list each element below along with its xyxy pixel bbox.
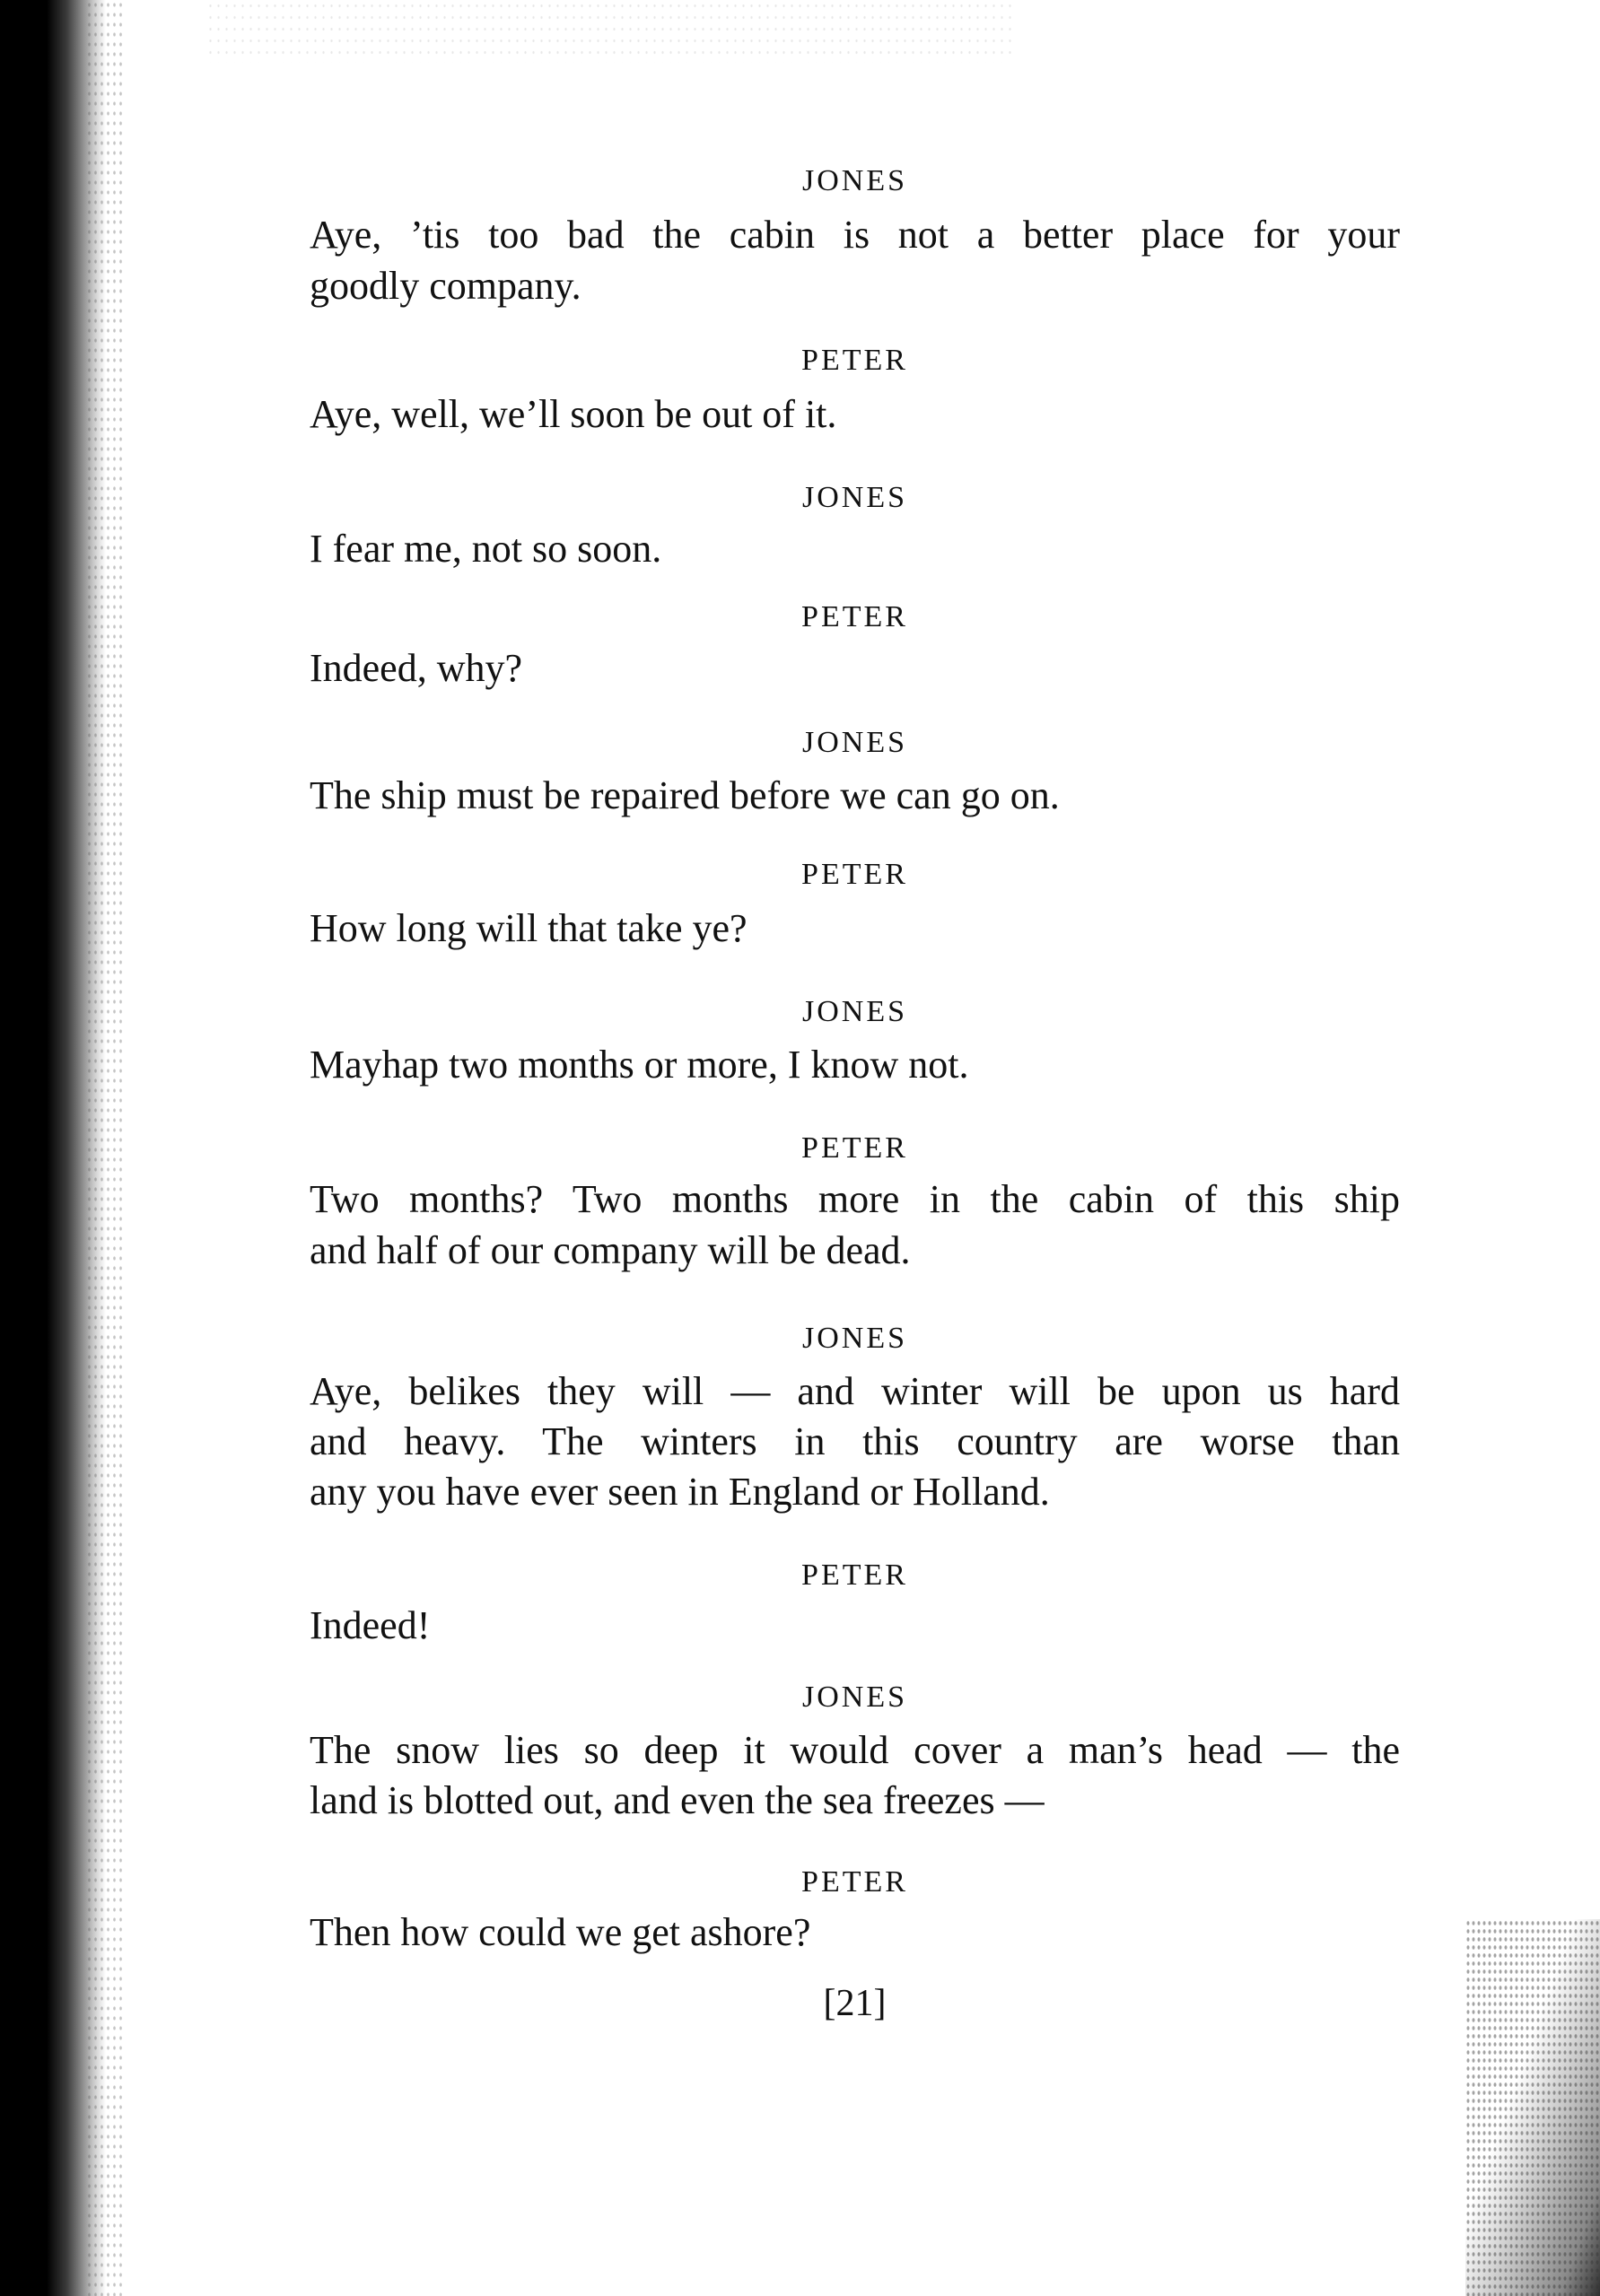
speaker-name: JONES — [801, 726, 908, 759]
scan-noise-top — [206, 0, 1014, 63]
dialogue-line: Aye, well, we’ll soon be out of it. — [310, 392, 837, 436]
dialogue-line: goodly company. — [310, 264, 581, 308]
speaker-name: PETER — [801, 1558, 908, 1592]
speaker-name: PETER — [801, 1865, 908, 1899]
dialogue-line: and half of our company will be dead. — [310, 1228, 911, 1272]
speaker-name: PETER — [801, 858, 908, 891]
dialogue-line: How long will that take ye? — [310, 906, 748, 950]
speaker-name: JONES — [801, 995, 908, 1028]
page-number: [21] — [823, 1983, 887, 2024]
dialogue-line: Then how could we get ashore? — [310, 1910, 811, 1954]
dialogue-line: Indeed! — [310, 1603, 431, 1647]
scan-speckle-corner — [1465, 1919, 1600, 2296]
dialogue-line: The ship must be repaired before we can go on. — [310, 773, 1060, 817]
speaker-name: PETER — [801, 600, 908, 633]
dialogue-line: The snow lies so deep it would cover a man’s head — the — [310, 1728, 1400, 1772]
speaker-name: PETER — [801, 344, 908, 377]
dialogue-line: land is blotted out, and even the sea freezes — — [310, 1778, 1045, 1822]
dialogue-line: Aye, belikes they will — and winter will be upon us hard — [310, 1369, 1400, 1413]
dialogue-line: I fear me, not so soon. — [310, 527, 662, 571]
speaker-name: JONES — [801, 164, 908, 197]
dialogue-line: Indeed, why? — [310, 646, 523, 690]
speaker-name: JONES — [801, 481, 908, 514]
dialogue-line: Mayhap two months or more, I know not. — [310, 1043, 969, 1087]
speaker-name: PETER — [801, 1131, 908, 1165]
speaker-name: JONES — [801, 1681, 908, 1714]
binding-speckle — [86, 0, 122, 2296]
dialogue-line: and heavy. The winters in this country are worse than — [310, 1419, 1400, 1463]
speaker-name: JONES — [801, 1322, 908, 1355]
dialogue-line: Aye, ’tis too bad the cabin is not a better place for your — [310, 213, 1400, 257]
dialogue-line: Two months? Two months more in the cabin of this ship — [310, 1177, 1400, 1221]
dialogue-line: any you have ever seen in England or Holland. — [310, 1470, 1050, 1514]
